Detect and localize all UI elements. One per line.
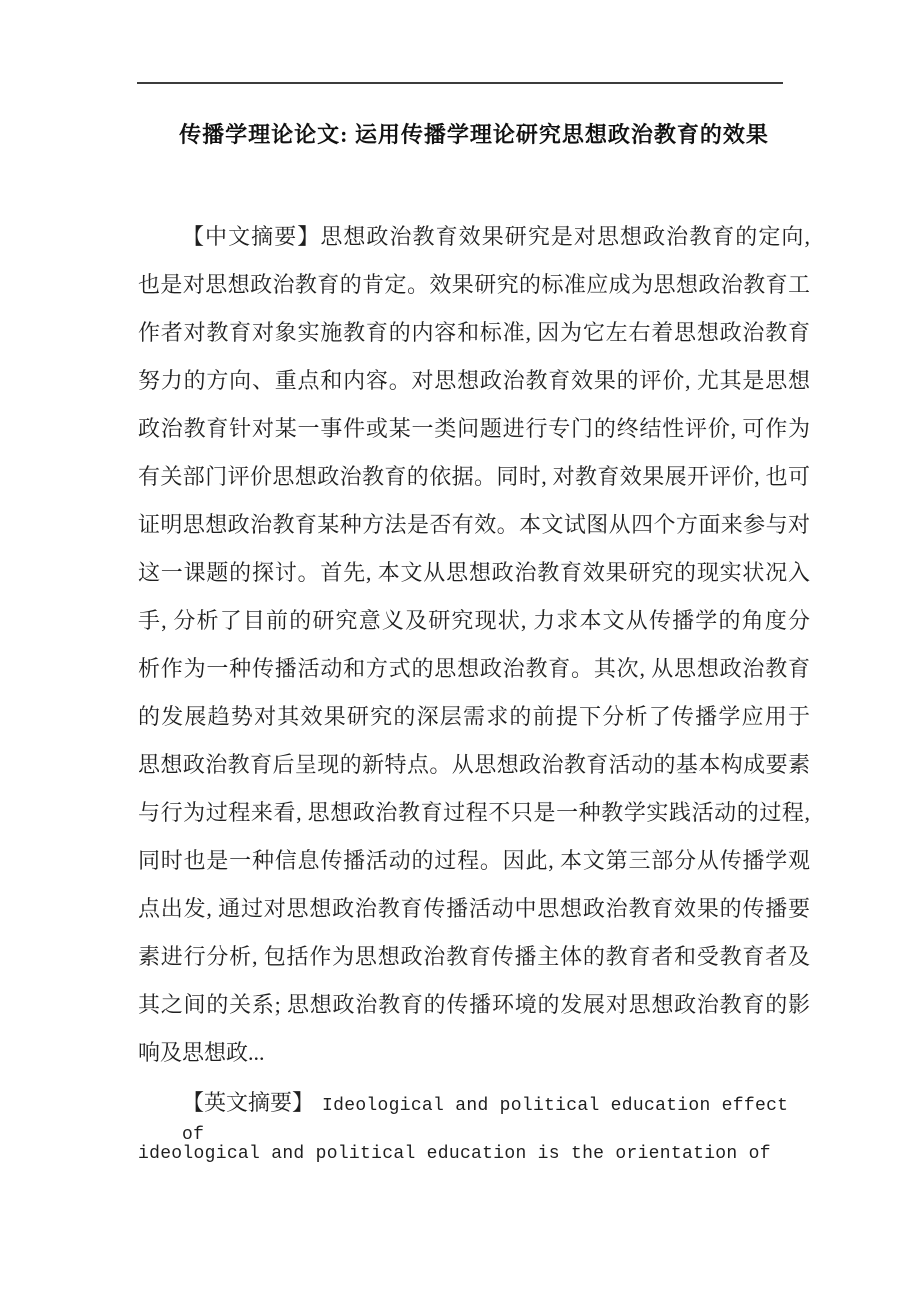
paragraph-line: 与行为过程来看, 思想政治教育过程不只是一种教学实践活动的过程, (138, 800, 810, 825)
paragraph-line (138, 1090, 810, 1145)
paragraph-line: 同时也是一种信息传播活动的过程。因此, 本文第三部分从传播学观 (138, 848, 810, 873)
paragraph-line: 作者对教育对象实施教育的内容和标准, 因为它左右着思想政治教育 (138, 320, 810, 345)
en-abstract-label: 【英文摘要】 (182, 1090, 315, 1115)
document-body (138, 224, 810, 1186)
paragraph-line: 的发展趋势对其效果研究的深层需求的前提下分析了传播学应用于 (138, 704, 810, 729)
paragraph-line: 手, 分析了目前的研究意义及研究现状, 力求本文从传播学的角度分 (138, 608, 810, 633)
paragraph-line (138, 224, 810, 272)
paragraph-line: 点出发, 通过对思想政治教育传播活动中思想政治教育效果的传播要 (138, 896, 810, 921)
paragraph-line: 证明思想政治教育某种方法是否有效。本文试图从四个方面来参与对 (138, 512, 810, 537)
header-horizontal-rule (137, 82, 783, 84)
paragraph-line: 努力的方向、重点和内容。对思想政治教育效果的评价, 尤其是思想 (138, 368, 810, 393)
paragraph-line: 政治教育针对某一事件或某一类问题进行专门的终结性评价, 可作为 (138, 416, 810, 441)
paragraph-line: 其之间的关系; 思想政治教育的传播环境的发展对思想政治教育的影 (138, 992, 810, 1017)
paragraph-line: 也是对思想政治教育的肯定。效果研究的标准应成为思想政治教育工 (138, 272, 810, 297)
paragraph-line: 响及思想政... (138, 1040, 265, 1065)
paragraph-line: 思想政治教育后呈现的新特点。从思想政治教育活动的基本构成要素 (138, 752, 810, 777)
zh-abstract-label: 【中文摘要】 (182, 224, 321, 249)
paragraph-line-text: ideological and political education is the orientation of (138, 1144, 771, 1164)
chinese-abstract-paragraph (138, 224, 810, 1088)
paragraph-line: 析作为一种传播活动和方式的思想政治教育。其次, 从思想政治教育 (138, 656, 810, 681)
paragraph-line (138, 1138, 810, 1186)
paragraph-line: 素进行分析, 包括作为思想政治教育传播主体的教育者和受教育者及 (138, 944, 810, 969)
paragraph-line: 这一课题的探讨。首先, 本文从思想政治教育效果研究的现实状况入 (138, 560, 810, 585)
english-abstract-paragraph (138, 1090, 810, 1186)
paragraph-line-text: 思想政治教育效果研究是对思想政治教育的定向, (320, 224, 810, 249)
paragraph-line-text: Ideological and political education effect of (182, 1096, 789, 1145)
paragraph-line: 有关部门评价思想政治教育的依据。同时, 对教育效果展开评价, 也可 (138, 464, 810, 489)
document-title: 传播学理论论文: 运用传播学理论研究思想政治教育的效果 (179, 122, 769, 147)
